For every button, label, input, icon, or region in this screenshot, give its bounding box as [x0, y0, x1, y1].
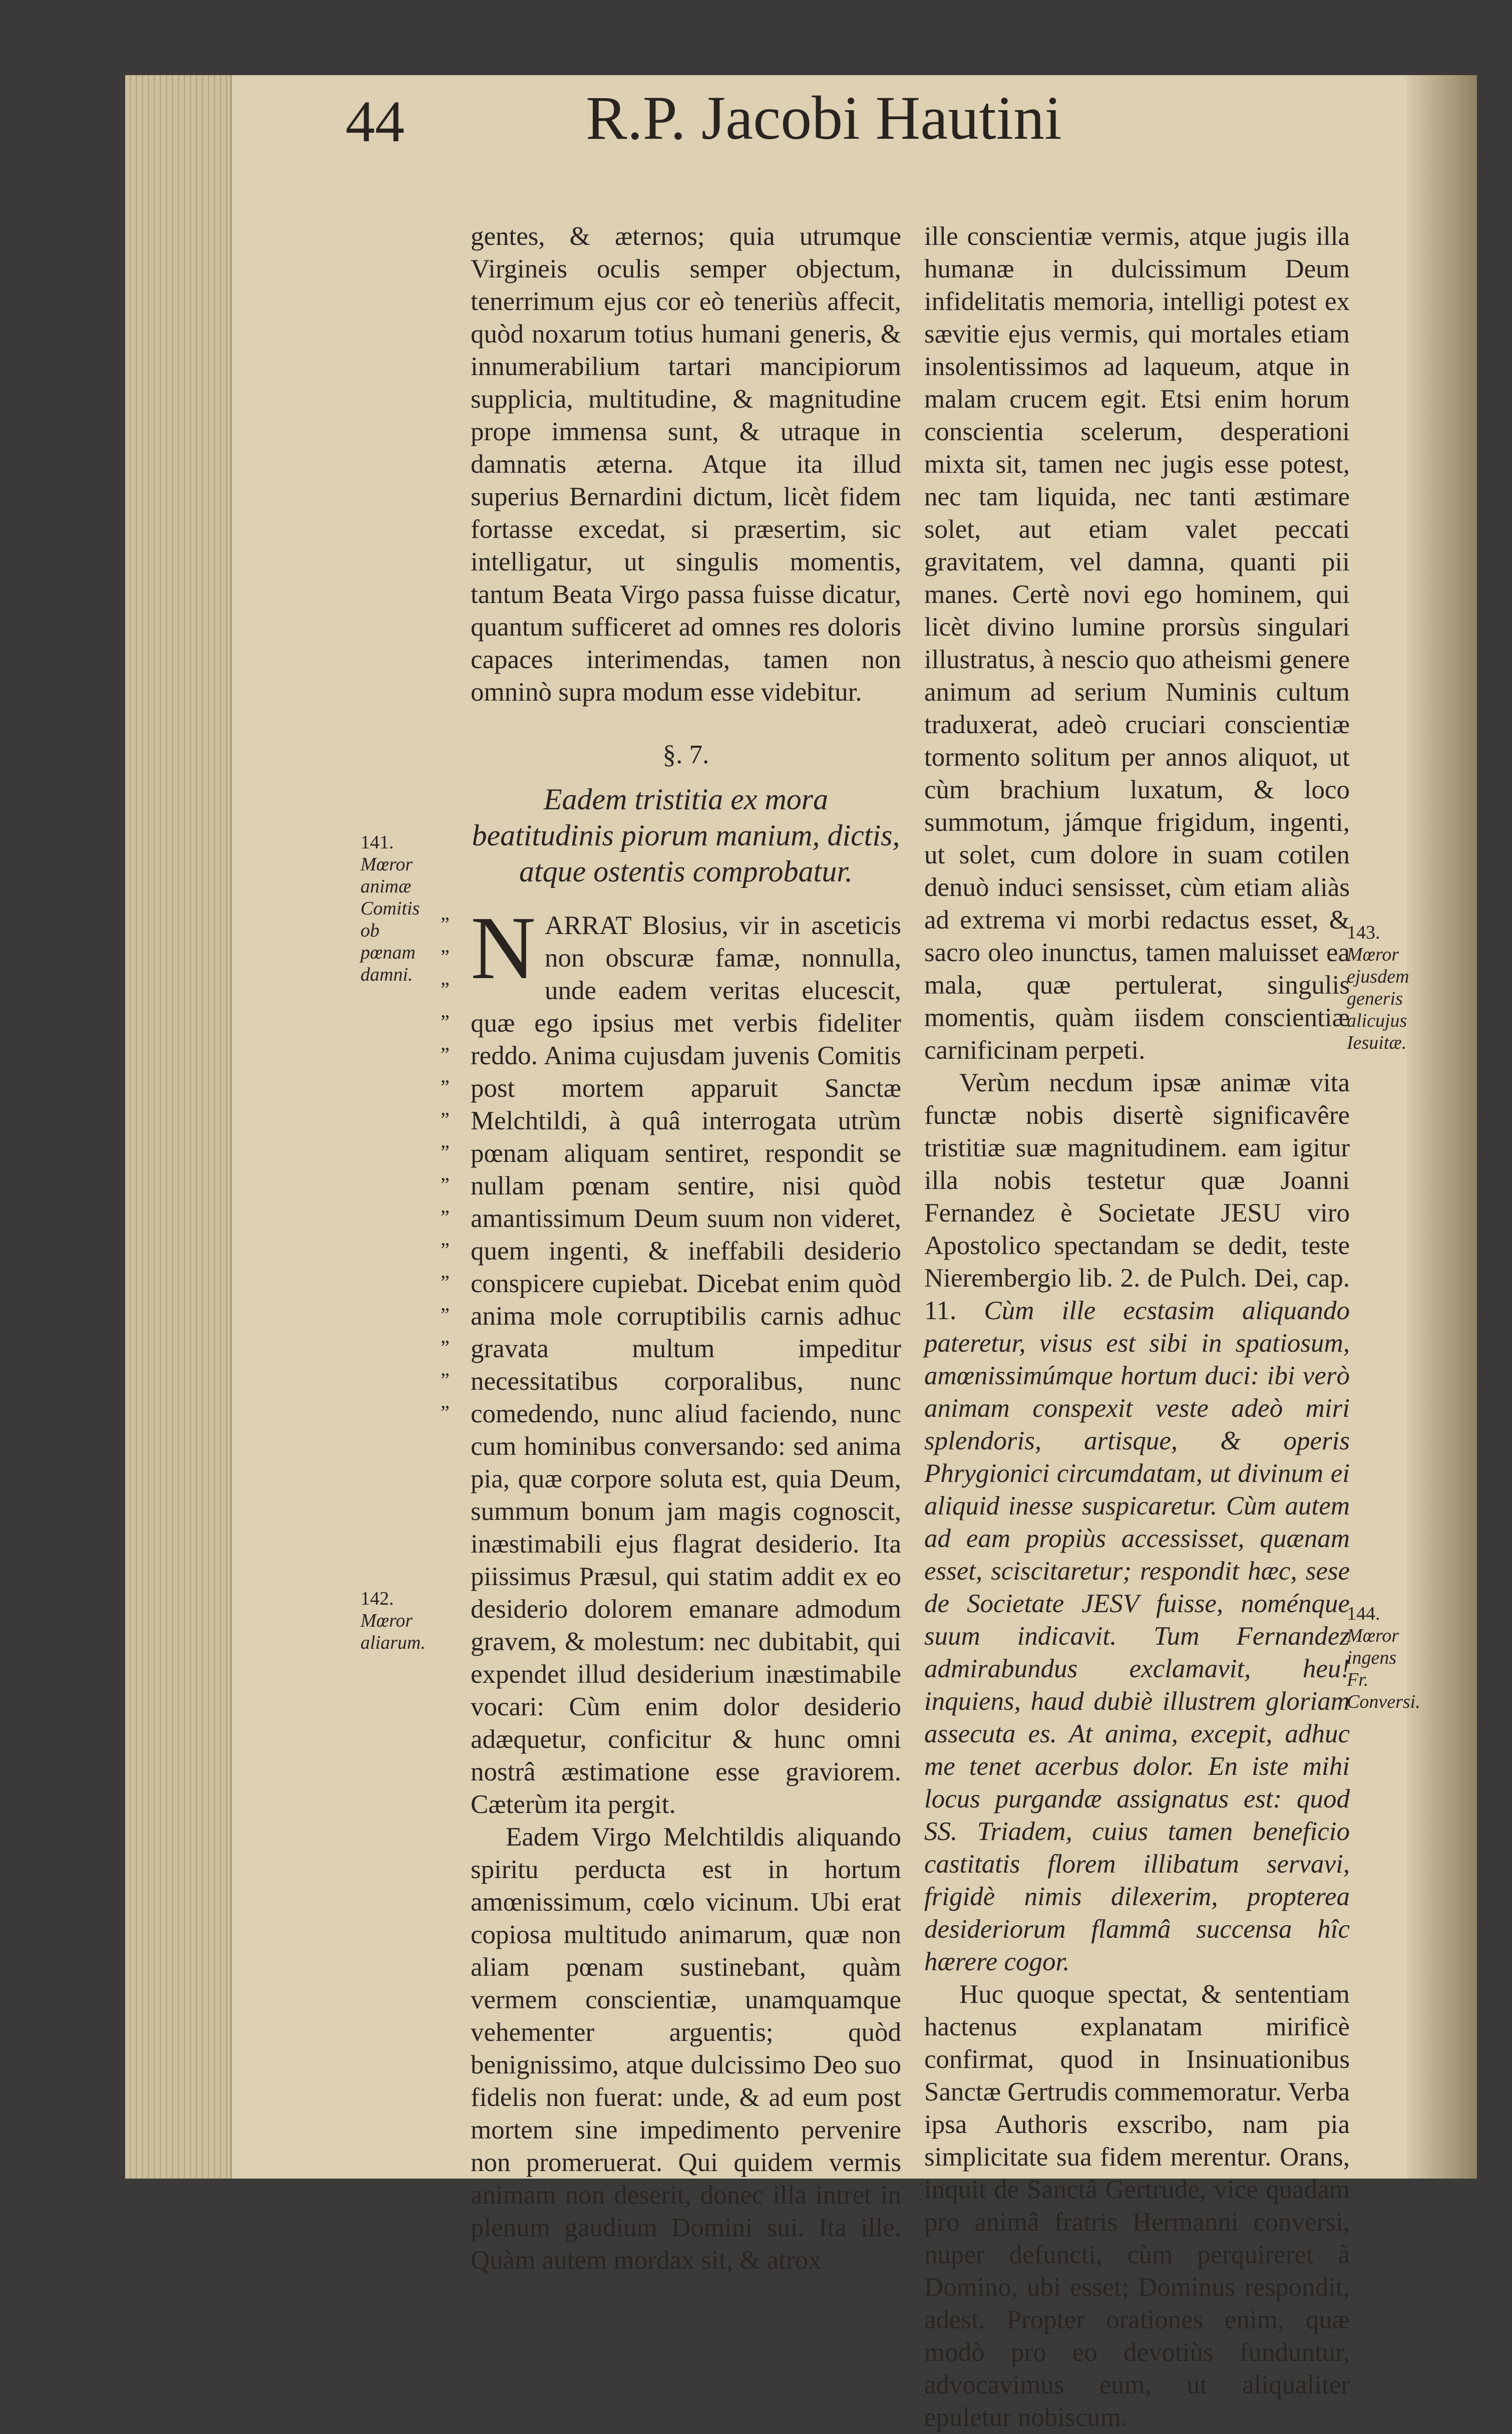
page-number: 44	[345, 89, 405, 154]
margin-note-144	[1347, 1603, 1422, 1713]
paragraph-141	[471, 898, 901, 1821]
margin-note-number: 144.	[1347, 1603, 1380, 1624]
margin-note-text: Mœror animæ Comitis ob pœnam damni.	[360, 854, 420, 985]
margin-note-142	[360, 1588, 436, 1654]
paragraph-continuation-right: ille conscientiæ vermis, atque jugis illa humanæ in dulcissimum Deum infidelitatis memoria, intelligi potest ex sævitie ejus vermis, qui mortales etiam insolentissimos ad laqueum, atque in malam crucem egit. Etsi enim horum conscientia scelerum, desperationi mixta sit, tamen nec jugis esse potest, nec tam liquida, nec tanti æstimare solet, aut etiam valet peccati gravitatem, vel damna, quanti pii manes. Certè novi ego hominem, qui licèt divino lumine prorsùs singulari illustratus, à nescio quo atheismi genere animum ad serium Numinis cultum traduxerat, adeò cruciari conscientiæ tormento solitum per annos aliquot, ut cùm brachium luxatum, & loco summotum, jámque frigidum, ingenti, ut solet, cum dolore in suam cotilen denuò induci sensisset, cùm etiam aliàs ad extrema vi morbi redactus esset, & sacro oleo inunctus, tamen maluisset ea mala, quæ pertulerat, singulis momentis, quàm iisdem conscientiæ carnificinam perpeti.	[924, 222, 1350, 1065]
paragraph-continuation: gentes, & æternos; quia utrumque Virgineis oculis semper objectum, tenerrimum ejus cor eò teneriùs affecit, quòd noxarum totius humani generis, & innumerabilium tartari mancipiorum supplicia, multitudine, & magnitudine prope immensa sunt, & utraque in damnatis æterna. Atque ita illud superius Bernardini dictum, licèt fidem fortasse excedat, si præsertim, sic intelligatur, ut singulis momentis, tantum Beata Virgo passa fuisse dicatur, quantum sufficeret ad omnes res doloris capaces interimendas, tamen non omninò supra modum esse videbitur.	[471, 222, 901, 707]
margin-note-number: 142.	[360, 1588, 394, 1609]
margin-note-number: 141.	[360, 832, 394, 853]
margin-note-143	[1347, 922, 1422, 1054]
paragraph-142: Eadem Virgo Melchtildis aliquando spiritu perducta est in hortum amœnissimum, cœlo vicinum. Ubi erat copiosa multitudo animarum, quæ non aliam pœnam sustinebant, quàm vermem conscientiæ, unamquamque vehementer arguentis; quòd benignissimo, atque dulcissimo Deo suo fidelis non fuerat: unde, & ad eum post mortem sine impedimento pervenire non promeruerat. Qui quidem vermis animam non deserit, donec illa intret in plenum gaudium Domini sui. Ita ille. Quàm autem mordax sit, & atrox	[471, 1822, 901, 2275]
quotation-marks: „ „ „ „ „ „ „ „ „ „ „ „ „ „ „ „	[441, 901, 450, 1412]
section-title: Eadem tristitia ex mora beatitudinis piorum manium, dictis, atque ostentis comprobatur.	[472, 783, 900, 888]
margin-note-text: Mœror aliarum.	[360, 1610, 426, 1653]
margin-note-text: Mœror ingens Fr. Conversi.	[1347, 1625, 1420, 1712]
margin-note-141	[360, 831, 436, 986]
page-edges	[125, 75, 232, 2179]
gutter-shadow	[1407, 75, 1477, 2179]
paragraph-141-text: ARRAT Blosius, vir in asceticis non obscuræ famæ, nonnulla, unde eadem veritas elucescit, quæ ego ipsius met verbis fideliter reddo. Anima cujusdam juvenis Comitis post mortem apparuit Sanctæ Melchtildi, à quâ interrogata utrùm pœnam aliquam sentiret, respondit se nullam pœnam sentire, nisi quòd amantissimum Deum suum non videret, quem ingenti, & ineffabili desiderio conspicere cupiebat. Dicebat enim quòd anima mole corruptibilis carnis adhuc gravata multum impeditur necessitatibus corporalibus, nunc comedendo, nunc aliud faciendo, nunc cum hominibus conversando: sed anima pia, quæ corpore soluta est, quia Deum, summum bonum jam magis cognoscit, inæstimabili ejus flagrat desiderio. Ita piissimus Præsul, qui statim addit ex eo desiderio dolorem emanare admodum gravem, & molestum: nec dubitabit, qui expendet illud desiderium inæstimabile vocari: Cùm enim dolor desiderio adæquetur, conficitur & hunc omni nostrâ æstimatione esse graviorem. Cæterùm ita pergit.	[471, 911, 901, 1819]
running-title: R.P. Jacobi Hautini	[586, 84, 1062, 152]
margin-note-text: Mœror ejusdem generis alicujus Iesuitæ.	[1347, 944, 1409, 1053]
margin-note-number: 143.	[1347, 922, 1380, 943]
left-column	[471, 220, 901, 2277]
paragraph-143-quote: Cùm ille ecstasim aliquando pateretur, visus est sibi in spatiosum, amœnissimúmque hortum duci: ibi verò animam conspexit veste adeò miri splendoris, artisque, & operis Phrygionici circumdatam, ut divinum ei aliquid inesse suspicaretur. Cùm autem ad eam propiùs accessisset, quænam esset, sciscitaretur; respondit hæc, sese de Societate JESV fuisse, noménque suum indicavit. Tum Fernandez admirabundus exclamavit, heu! inquiens, haud dubiè illustrem gloriam assecuta es. At anima, excepit, adhuc me tenet acerbus dolor. En iste mihi locus purgandæ assignatus est: quod SS. Triadem, cuius tamen beneficio castitatis florem illibatum servavi, frigidè nimis dilexerim, propterea desideriorum flammâ succensa hîc hærere cogor.	[924, 1296, 1350, 1976]
paragraph-144: Huc quoque spectat, & sententiam hactenus explanatam mirificè confirmat, quod in Insinuationibus Sanctæ Gertrudis commemoratur. Verba ipsa Authoris exscribo, nam pia simplicitate sua fidem merentur. Orans, inquit de Sanctâ Gertrude, vice quadam pro animâ fratris Hermanni conversi, nuper defuncti, cùm perquireret à Domino, ubi esset; Dominus respondit, adest. Propter orationes enim, quæ modò pro eo devotiùs funduntur, advocavimus eum, ut aliqualiter epuletur nobiscum.	[924, 1980, 1350, 2432]
paragraph-143	[924, 1067, 1350, 1978]
drop-cap: N	[471, 898, 536, 998]
page-header	[345, 83, 1197, 153]
section-number: §. 7.	[662, 740, 709, 769]
right-column	[924, 220, 1350, 2434]
paragraph-143-text: Verùm necdum ipsæ animæ vita functæ nobis disertè significavêre tristitiæ suæ magnitudinem. eam igitur illa nobis testetur quæ Joanni Fernandez è Societate JESU viro Apostolico spectandam se dedit, teste Nierembergio lib. 2. de Pulch. Dei, cap. 11.	[924, 1068, 1350, 1325]
